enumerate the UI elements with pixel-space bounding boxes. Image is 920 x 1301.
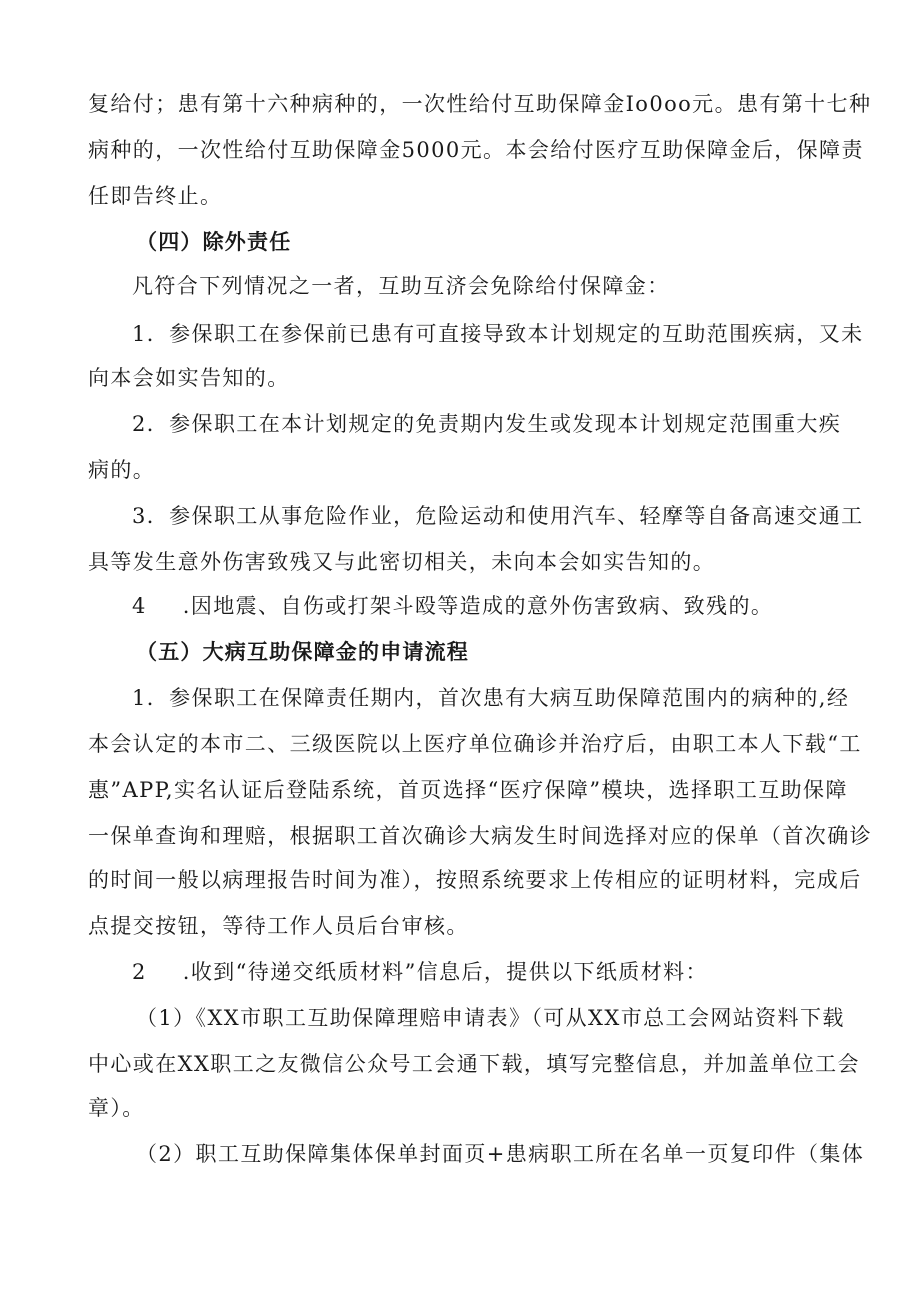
paragraph-line: 章）。: [88, 1096, 145, 1120]
sub-item-line: （2）职工互助保障集体保单封面页+患病职工所在名单一页复印件（集体: [136, 1142, 865, 1166]
paragraph-line: 中心或在XX职工之友微信公众号工会通下载，填写完整信息，并加盖单位工会: [88, 1052, 860, 1076]
paragraph-line: 复给付；患有第十六种病种的，一次性给付互助保障金Io0oo元。患有第十七种: [88, 92, 872, 116]
list-item-line: 1．参保职工在保障责任期内，首次患有大病互助保障范围内的病种的,经: [132, 686, 850, 710]
paragraph-line: 病的。: [88, 458, 156, 482]
sub-item-line: （1）《XX市职工互助保障理赔申请表》（可从XX市总工会网站资料下载: [136, 1006, 845, 1030]
section-heading-4: （四）除外责任: [136, 230, 292, 254]
list-item-line: 3．参保职工从事危险作业，危险运动和使用汽车、轻摩等自备高速交通工: [132, 504, 864, 528]
list-item-number: 2: [132, 960, 147, 984]
list-item-line: 1．参保职工在参保前已患有可直接导致本计划规定的互助范围疾病，又未: [132, 322, 864, 346]
list-item-number: 4: [132, 594, 147, 618]
list-item-line: [132, 958, 708, 986]
section-heading-5: （五）大病互助保障金的申请流程: [136, 640, 469, 664]
paragraph-line: 惠”APP,实名认证后登陆系统，首页选择“医疗保障”模块，选择职工互助保障: [88, 778, 848, 802]
paragraph-line: 凡符合下列情况之一者，互助互济会免除给付保障金：: [132, 274, 670, 298]
paragraph-line: 的时间一般以病理报告时间为准），按照系统要求上传相应的证明材料，完成后: [88, 868, 862, 892]
list-item-line: [132, 592, 773, 620]
paragraph-line: 任即告终止。: [88, 184, 223, 208]
list-item-text: .因地震、自伤或打架斗殴等造成的意外伤害致病、致残的。: [182, 594, 774, 618]
paragraph-line: 点提交按钮，等待工作人员后台审核。: [88, 914, 469, 938]
list-item-line: 2．参保职工在本计划规定的免责期内发生或发现本计划规定范围重大疾: [132, 412, 842, 436]
paragraph-line: 向本会如实告知的。: [88, 366, 290, 390]
paragraph-line: 具等发生意外伤害致残又与此密切相关，未向本会如实告知的。: [88, 550, 716, 574]
list-item-text: .收到“待递交纸质材料”信息后，提供以下纸质材料：: [182, 960, 708, 984]
paragraph-line: 一保单查询和理赔，根据职工首次确诊大病发生时间选择对应的保单（首次确诊: [88, 824, 872, 848]
paragraph-line: 本会认定的本市二、三级医院以上医疗单位确诊并治疗后，由职工本人下载“工: [88, 732, 862, 756]
paragraph-line: 病种的，一次性给付互助保障金5000元。本会给付医疗互助保障金后，保障责: [88, 138, 864, 162]
